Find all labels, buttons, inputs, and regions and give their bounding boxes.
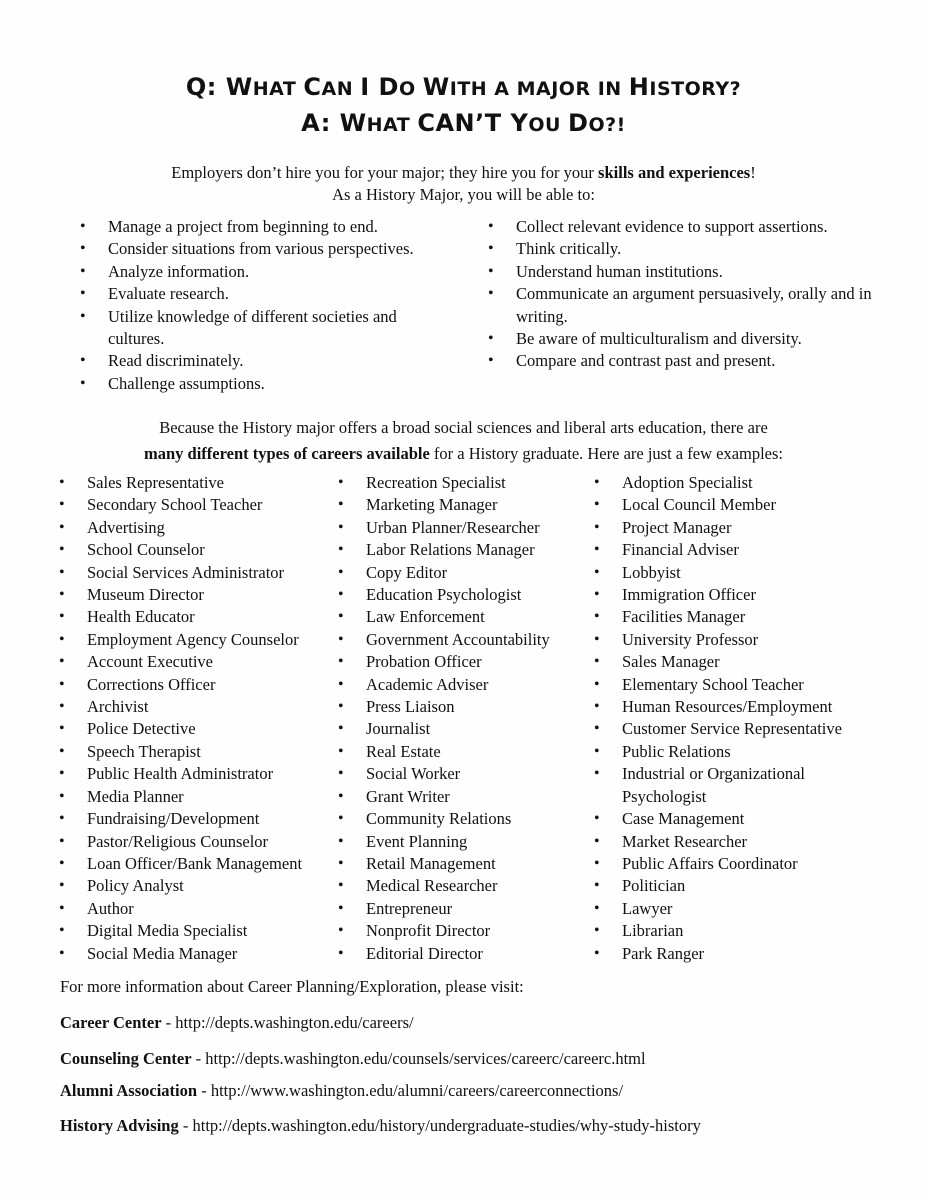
career-item: • Employment Agency Counselor xyxy=(59,629,334,651)
career-item: • Lobbyist xyxy=(594,562,884,584)
career-item: • Event Planning xyxy=(338,831,588,853)
career-item: • Facilities Manager xyxy=(594,606,884,628)
career-item: • Health Educator xyxy=(59,606,334,628)
career-item: • Grant Writer xyxy=(338,786,588,808)
careers-column-1 xyxy=(59,472,334,965)
career-item: • Sales Representative xyxy=(59,472,334,494)
careers-intro-line-1: Because the History major offers a broad social sciences and liberal arts education, there are xyxy=(159,418,768,437)
career-item: • Market Researcher xyxy=(594,831,884,853)
career-item: • Lawyer xyxy=(594,898,884,920)
career-item: • Librarian xyxy=(594,920,884,942)
skill-item: • Think critically. xyxy=(488,238,873,260)
counseling-center-url[interactable]: http://depts.washington.edu/counsels/services/careerc/careerc.html xyxy=(205,1049,646,1068)
career-item: • Copy Editor xyxy=(338,562,588,584)
careers-column-2 xyxy=(338,472,588,965)
careers-intro-line-2: many different types of careers available for a History graduate. Here are just a few examples: xyxy=(143,444,784,463)
career-item: • Financial Adviser xyxy=(594,539,884,561)
career-item: • Journalist xyxy=(338,718,588,740)
skill-item: • Challenge assumptions. xyxy=(80,373,450,395)
career-item: • Human Resources/Employment xyxy=(594,696,884,718)
career-item: • Project Manager xyxy=(594,517,884,539)
career-item: • Adoption Specialist xyxy=(594,472,884,494)
career-item: • Archivist xyxy=(59,696,334,718)
skill-item: • Communicate an argument persuasively, orally and in writing. xyxy=(488,283,873,328)
career-item: • Entrepreneur xyxy=(338,898,588,920)
career-item: • Public Relations xyxy=(594,741,884,763)
link-career-center: Career Center - http://depts.washington.edu/careers/ xyxy=(60,1013,414,1032)
link-history-advising: History Advising - http://depts.washington.edu/history/undergraduate-studies/why-study-history xyxy=(60,1116,701,1135)
career-item: • Law Enforcement xyxy=(338,606,588,628)
career-item: • Secondary School Teacher xyxy=(59,494,334,516)
career-item: • Retail Management xyxy=(338,853,588,875)
career-item: • Nonprofit Director xyxy=(338,920,588,942)
career-item: • Press Liaison xyxy=(338,696,588,718)
career-item: • Media Planner xyxy=(59,786,334,808)
career-item: • Pastor/Religious Counselor xyxy=(59,831,334,853)
career-center-url[interactable]: http://depts.washington.edu/careers/ xyxy=(175,1013,414,1032)
careers-column-3 xyxy=(594,472,884,965)
skill-item: • Analyze information. xyxy=(80,261,450,283)
career-item: • Medical Researcher xyxy=(338,875,588,897)
intro-text xyxy=(0,162,927,206)
skill-item: • Manage a project from beginning to end. xyxy=(80,216,450,238)
title-answer: A: WHAT CAN’T YOU DO?! xyxy=(301,109,626,137)
career-item: • School Counselor xyxy=(59,539,334,561)
career-item: • Community Relations xyxy=(338,808,588,830)
skill-item: • Evaluate research. xyxy=(80,283,450,305)
skill-item: • Be aware of multiculturalism and diversity. xyxy=(488,328,873,350)
career-item: • University Professor xyxy=(594,629,884,651)
career-item: • Digital Media Specialist xyxy=(59,920,334,942)
intro-line-2: As a History Major, you will be able to: xyxy=(332,185,595,204)
page-title xyxy=(0,70,927,142)
career-item: • Case Management xyxy=(594,808,884,830)
career-item: • Public Health Administrator xyxy=(59,763,334,785)
alumni-association-url[interactable]: http://www.washington.edu/alumni/careers/careerconnections/ xyxy=(210,1081,624,1100)
skill-item: • Understand human institutions. xyxy=(488,261,873,283)
career-item: • Immigration Officer xyxy=(594,584,884,606)
skill-item: • Collect relevant evidence to support assertions. xyxy=(488,216,873,238)
career-item: • Social Services Administrator xyxy=(59,562,334,584)
careers-intro xyxy=(0,415,927,467)
career-item: • Customer Service Representative xyxy=(594,718,884,740)
career-item: • Speech Therapist xyxy=(59,741,334,763)
title-question: Q: WHAT CAN I DO WITH A MAJOR IN HISTORY? xyxy=(185,73,742,101)
career-item: • Recreation Specialist xyxy=(338,472,588,494)
career-item: • Politician xyxy=(594,875,884,897)
career-item: • Social Worker xyxy=(338,763,588,785)
career-item: • Policy Analyst xyxy=(59,875,334,897)
career-item: • Urban Planner/Researcher xyxy=(338,517,588,539)
skills-list-left xyxy=(80,216,450,395)
career-item: • Real Estate xyxy=(338,741,588,763)
career-item: • Sales Manager xyxy=(594,651,884,673)
career-item: • Account Executive xyxy=(59,651,334,673)
career-item: • Corrections Officer xyxy=(59,674,334,696)
career-item: • Elementary School Teacher xyxy=(594,674,884,696)
career-item: • Marketing Manager xyxy=(338,494,588,516)
career-item: • Education Psychologist xyxy=(338,584,588,606)
link-alumni-association: Alumni Association - http://www.washington.edu/alumni/careers/careerconnections/ xyxy=(60,1081,624,1100)
career-item: • Industrial or Organizational Psychologist xyxy=(594,763,884,808)
career-item: • Public Affairs Coordinator xyxy=(594,853,884,875)
career-item: • Social Media Manager xyxy=(59,943,334,965)
skill-item: • Consider situations from various perspectives. xyxy=(80,238,450,260)
more-info-text: For more information about Career Planning/Exploration, please visit: xyxy=(60,977,524,996)
skills-list-right xyxy=(488,216,873,373)
history-advising-url[interactable]: http://depts.washington.edu/history/undergraduate-studies/why-study-history xyxy=(192,1116,701,1135)
intro-line-1: Employers don’t hire you for your major; they hire you for your skills and experiences! xyxy=(171,163,756,182)
career-item: • Editorial Director xyxy=(338,943,588,965)
career-item: • Fundraising/Development xyxy=(59,808,334,830)
skill-item: • Compare and contrast past and present. xyxy=(488,350,873,372)
career-item: • Academic Adviser xyxy=(338,674,588,696)
career-item: • Government Accountability xyxy=(338,629,588,651)
career-item: • Labor Relations Manager xyxy=(338,539,588,561)
link-counseling-center: Counseling Center - http://depts.washington.edu/counsels/services/careerc/careerc.html xyxy=(60,1049,646,1068)
career-item: • Probation Officer xyxy=(338,651,588,673)
career-item: • Park Ranger xyxy=(594,943,884,965)
skill-item: • Utilize knowledge of different societies and cultures. xyxy=(80,306,450,351)
career-item: • Loan Officer/Bank Management xyxy=(59,853,334,875)
career-item: • Author xyxy=(59,898,334,920)
career-item: • Local Council Member xyxy=(594,494,884,516)
career-item: • Police Detective xyxy=(59,718,334,740)
skill-item: • Read discriminately. xyxy=(80,350,450,372)
career-item: • Museum Director xyxy=(59,584,334,606)
career-item: • Advertising xyxy=(59,517,334,539)
